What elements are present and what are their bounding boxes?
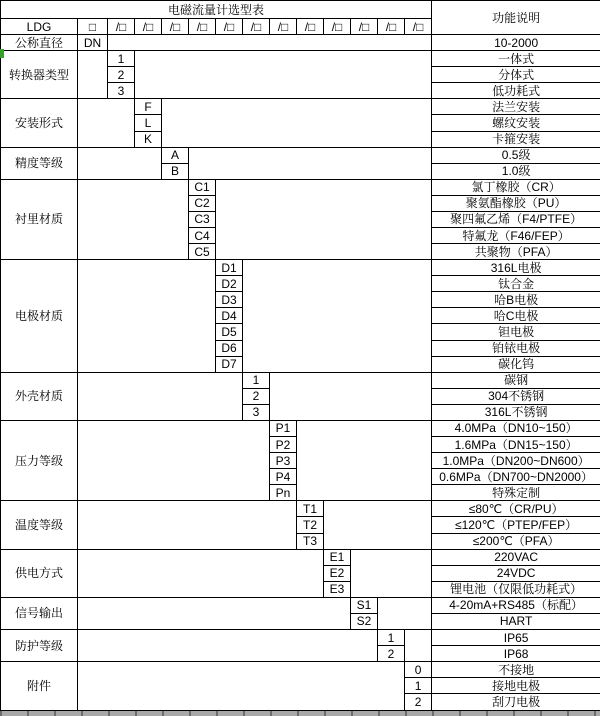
option-desc: 1.0MPa（DN200~DN600） <box>432 453 600 469</box>
option-desc: 钽电极 <box>432 324 600 340</box>
model-slot: /□ <box>324 19 351 35</box>
option-desc: 聚氨酯橡胶（PU） <box>432 195 600 211</box>
group-label-protection-rating: 防护等级 <box>1 629 78 661</box>
option-code: D4 <box>216 308 243 324</box>
empty-span <box>297 420 432 500</box>
model-slot: /□ <box>270 19 297 35</box>
group-label-housing-material: 外壳材质 <box>1 372 78 420</box>
empty-span <box>78 179 189 259</box>
option-code: D2 <box>216 276 243 292</box>
option-code: D5 <box>216 324 243 340</box>
option-desc: IP68 <box>432 646 600 662</box>
table-row <box>1 260 600 276</box>
option-code: E2 <box>324 565 351 581</box>
empty-span <box>78 147 162 179</box>
option-code: P1 <box>270 420 297 436</box>
option-desc: IP65 <box>432 629 600 645</box>
option-code: F <box>135 99 162 115</box>
option-desc: 氯丁橡胶（CR） <box>432 179 600 195</box>
empty-span <box>78 420 270 500</box>
table-row <box>1 597 600 613</box>
model-slot: /□ <box>378 19 405 35</box>
option-code: 3 <box>243 404 270 420</box>
group-label-accessories: 附件 <box>1 662 78 711</box>
option-desc: 特殊定制 <box>432 485 600 501</box>
option-code: D7 <box>216 356 243 372</box>
option-code: B <box>162 163 189 179</box>
option-code: C5 <box>189 244 216 260</box>
option-desc: ≤80℃（CR/PU） <box>432 501 600 517</box>
table-row <box>1 420 600 436</box>
option-code: Pn <box>270 485 297 501</box>
group-label-pressure-rating: 压力等级 <box>1 420 78 500</box>
option-code: S2 <box>351 613 378 629</box>
option-desc: 碳化钨 <box>432 356 600 372</box>
option-desc: 哈C电极 <box>432 308 600 324</box>
option-desc: 1.0级 <box>432 163 600 179</box>
model-slot: /□ <box>405 19 432 35</box>
model-slot: /□ <box>351 19 378 35</box>
option-desc: 220VAC <box>432 549 600 565</box>
option-desc: 锂电池（仅限低功耗式） <box>432 581 600 597</box>
option-desc: 316L不锈钢 <box>432 404 600 420</box>
option-code: DN <box>78 35 108 51</box>
empty-span <box>216 179 432 259</box>
model-slot: /□ <box>243 19 270 35</box>
option-desc: 304不锈钢 <box>432 388 600 404</box>
group-label-nominal-diameter: 公称直径 <box>1 35 78 51</box>
option-desc: 4.0MPa（DN10~150） <box>432 420 600 436</box>
option-desc: 0.5级 <box>432 147 600 163</box>
empty-span <box>78 597 351 629</box>
model-slot: /□ <box>135 19 162 35</box>
model-first-box: □ <box>78 19 108 35</box>
model-slot: /□ <box>189 19 216 35</box>
empty-span <box>243 260 432 373</box>
option-code: A <box>162 147 189 163</box>
group-label-electrode-material: 电极材质 <box>1 260 78 373</box>
option-code: P3 <box>270 453 297 469</box>
option-code: 2 <box>405 694 432 711</box>
empty-span <box>78 662 405 711</box>
option-code: 2 <box>243 388 270 404</box>
table-row <box>1 51 600 67</box>
option-code: D3 <box>216 292 243 308</box>
table-row <box>1 147 600 163</box>
option-code: 1 <box>108 51 135 67</box>
empty-span <box>78 629 378 661</box>
empty-span <box>324 501 432 549</box>
option-desc: 4-20mA+RS485（标配） <box>432 597 600 613</box>
empty-span <box>78 51 108 99</box>
option-code: 1 <box>243 372 270 388</box>
empty-span <box>162 99 432 147</box>
option-code: C3 <box>189 211 216 227</box>
table-row <box>1 179 600 195</box>
option-code: D6 <box>216 340 243 356</box>
option-code: C4 <box>189 228 216 244</box>
empty-span <box>78 549 324 597</box>
group-label-accuracy-class: 精度等级 <box>1 147 78 179</box>
option-code: E1 <box>324 549 351 565</box>
empty-span <box>189 147 432 179</box>
option-desc: 一体式 <box>432 51 600 67</box>
option-desc: 法兰安装 <box>432 99 600 115</box>
option-desc: 316L电极 <box>432 260 600 276</box>
empty-span <box>135 51 432 99</box>
option-code: C1 <box>189 179 216 195</box>
empty-span <box>78 99 135 147</box>
option-desc: HART <box>432 613 600 629</box>
bottom-border-strip <box>0 711 600 716</box>
option-code: 1 <box>378 629 405 645</box>
option-code: D1 <box>216 260 243 276</box>
option-desc: 聚四氟乙烯（F4/PTFE） <box>432 211 600 227</box>
empty-span <box>78 372 243 420</box>
option-desc: 1.6MPa（DN15~150） <box>432 437 600 453</box>
option-desc: 碳钢 <box>432 372 600 388</box>
group-label-temperature-rating: 温度等级 <box>1 501 78 549</box>
option-code: S1 <box>351 597 378 613</box>
option-desc: 24VDC <box>432 565 600 581</box>
option-code: C2 <box>189 195 216 211</box>
option-code: T2 <box>297 517 324 533</box>
option-code: P4 <box>270 469 297 485</box>
option-desc: 钛合金 <box>432 276 600 292</box>
option-desc: 哈B电极 <box>432 292 600 308</box>
option-desc: ≤120℃（PTEP/FEP） <box>432 517 600 533</box>
option-desc: 共聚物（PFA） <box>432 244 600 260</box>
option-desc: ≤200℃（PFA） <box>432 533 600 549</box>
option-code: 2 <box>378 646 405 662</box>
option-code: T3 <box>297 533 324 549</box>
option-code: L <box>135 115 162 131</box>
option-desc: 卡箍安装 <box>432 131 600 147</box>
group-label-converter-type: 转换器类型 <box>1 51 78 99</box>
option-code: 2 <box>108 67 135 83</box>
option-desc: 分体式 <box>432 67 600 83</box>
option-code: E3 <box>324 581 351 597</box>
option-desc: 特氟龙（F46/FEP） <box>432 228 600 244</box>
option-code: T1 <box>297 501 324 517</box>
empty-span <box>270 372 432 420</box>
group-label-installation-type: 安装形式 <box>1 99 78 147</box>
option-desc: 螺纹安装 <box>432 115 600 131</box>
function-column-header: 功能说明 <box>432 1 600 35</box>
green-edge-artifact <box>0 49 4 58</box>
table-row <box>1 35 600 51</box>
option-desc: 低功耗式 <box>432 83 600 99</box>
empty-span <box>378 597 432 629</box>
model-prefix: LDG <box>1 19 78 35</box>
table-row <box>1 662 600 678</box>
table-row <box>1 549 600 565</box>
model-slot: /□ <box>162 19 189 35</box>
empty-span <box>351 549 432 597</box>
model-slot: /□ <box>108 19 135 35</box>
table-row <box>1 501 600 517</box>
model-slot: /□ <box>216 19 243 35</box>
option-desc: 0.6MPa（DN700~DN2000） <box>432 469 600 485</box>
group-label-power-supply: 供电方式 <box>1 549 78 597</box>
option-desc: 不接地 <box>432 662 600 678</box>
option-desc: 10-2000 <box>432 35 600 51</box>
option-code: 1 <box>405 678 432 694</box>
empty-span <box>78 501 297 549</box>
model-slot: /□ <box>297 19 324 35</box>
option-code: 0 <box>405 662 432 678</box>
option-code: 3 <box>108 83 135 99</box>
option-desc: 铂铱电极 <box>432 340 600 356</box>
table-row <box>1 372 600 388</box>
option-code: K <box>135 131 162 147</box>
empty-span <box>78 260 216 373</box>
group-label-lining-material: 衬里材质 <box>1 179 78 259</box>
option-desc: 刮刀电极 <box>432 694 600 711</box>
option-desc: 接地电极 <box>432 678 600 694</box>
empty-span <box>405 629 432 661</box>
table-row <box>1 99 600 115</box>
page-title: 电磁流量计选型表 <box>1 1 432 19</box>
empty-span <box>108 35 432 51</box>
option-code: P2 <box>270 437 297 453</box>
group-label-signal-output: 信号输出 <box>1 597 78 629</box>
table-row <box>1 629 600 645</box>
